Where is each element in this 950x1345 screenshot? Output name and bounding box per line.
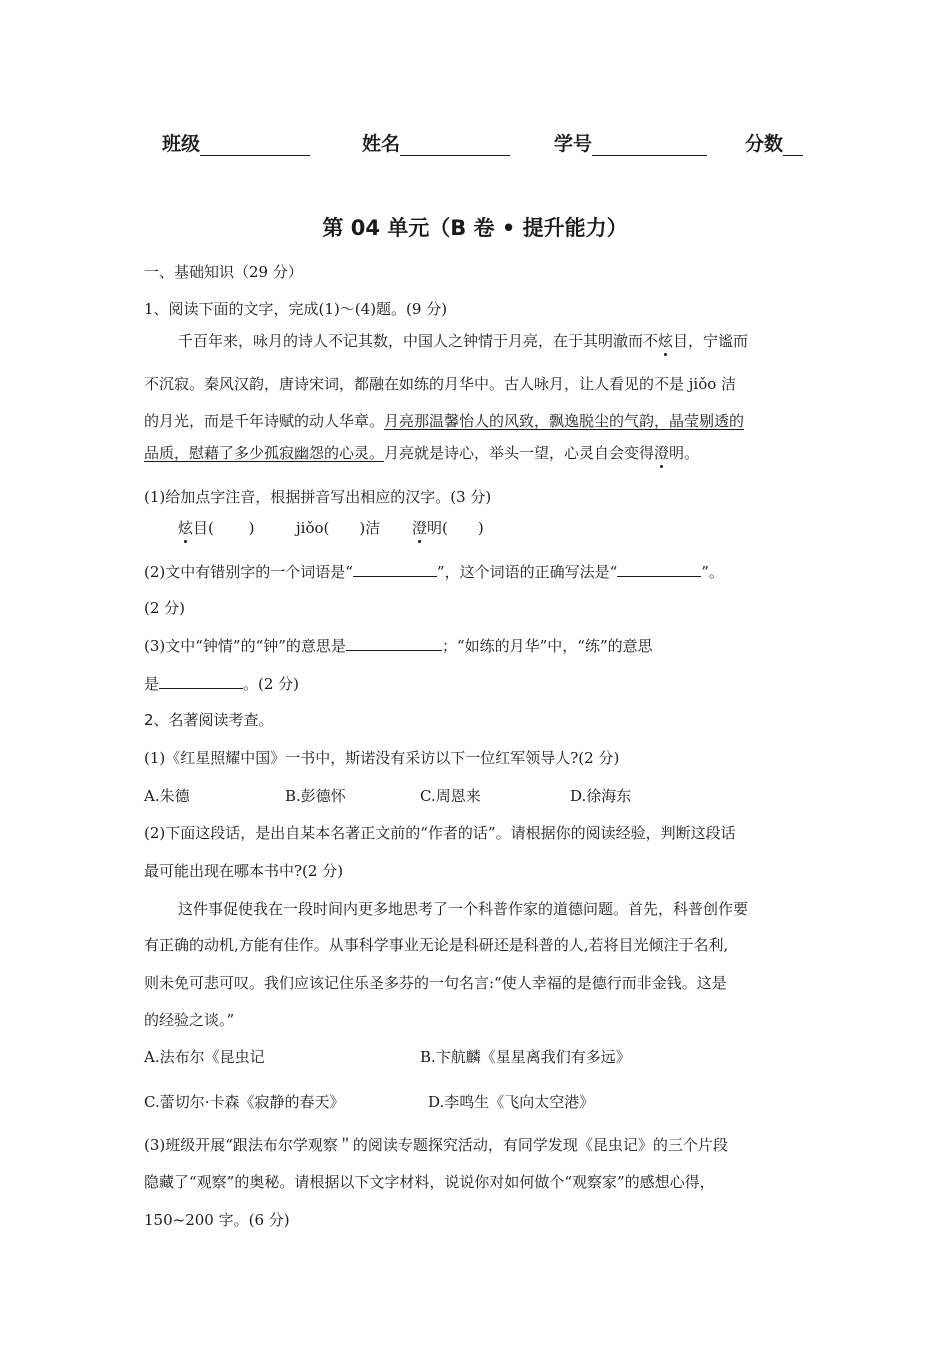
name-blank[interactable]: [400, 137, 510, 156]
question-text: 。(2 分): [243, 675, 300, 693]
quote-line-4: 的经验之谈。”: [144, 1011, 235, 1029]
passage-line-1: [178, 330, 748, 351]
question-text: (3)文中“钟情”的“钟”的意思是: [144, 637, 346, 655]
dotted-char: 澄: [412, 519, 428, 537]
question-1-sub-2: [144, 561, 724, 582]
underlined-text: 月亮那温馨怡人的风致，飘逸脱尘的气韵，晶莹剔透的: [384, 412, 745, 430]
score-label: 分数: [745, 133, 784, 155]
class-field[interactable]: [162, 129, 310, 156]
section-heading: 一、基础知识（29 分）: [144, 263, 303, 281]
question-text: (2)文中有错别字的一个词语是“: [144, 563, 353, 581]
question-text: ；“如练的月华”中，“练”的意思: [441, 637, 653, 655]
answer-blank[interactable]: [353, 562, 437, 577]
pinyin-answer[interactable]: 目( ): [193, 519, 255, 537]
answer-blank[interactable]: [346, 636, 442, 651]
passage-text: 目，宁谧而: [673, 332, 749, 350]
passage-text: 明。: [669, 444, 700, 462]
question-text: 是: [144, 675, 160, 693]
question-1-stem: 1、阅读下面的文字，完成(1)～(4)题。(9 分): [144, 300, 448, 318]
question-2-sub-3-line-1: (3)班级开展“跟法布尔学观察＂的阅读专题探究活动，有同学发现《昆虫记》的三个片段: [144, 1136, 728, 1154]
name-label: 姓名: [362, 133, 401, 155]
student-id-field[interactable]: [554, 129, 707, 156]
score-field[interactable]: [745, 129, 803, 156]
question-text: ”。: [701, 563, 724, 581]
quote-line-2: 有正确的动机,方能有佳作。从事科学事业无论是科研还是科普的人,若将目光倾注于名利,: [144, 936, 729, 954]
question-2-sub-3-line-2: 隐藏了“观察”的奥秘。请根据以下文字材料，说说你对如何做个“观察家”的感想心得，: [144, 1173, 715, 1191]
quote-line-1: 这件事促使我在一段时间内更多地思考了一个科普作家的道德问题。首先，科普创作要: [178, 900, 749, 918]
question-1-sub-3: [144, 635, 653, 656]
answer-blank[interactable]: [159, 674, 243, 689]
question-2-sub-3-line-3: 150~200 字。(6 分): [144, 1211, 290, 1229]
option-b[interactable]: B.彭德怀: [285, 787, 346, 805]
class-label: 班级: [162, 133, 201, 155]
passage-text: 月亮就是诗心，举头一望，心灵自会变得: [384, 444, 655, 462]
underlined-text: 品质，慰藉了多少孤寂幽怨的心灵。: [144, 444, 385, 462]
passage-line-2: 不沉寂。秦风汉韵，唐诗宋词，都融在如练的月华中。古人咏月，让人看见的不是 jiǒo 洁: [144, 375, 737, 393]
option-c[interactable]: C.蕾切尔·卡森《寂静的春天》: [144, 1093, 345, 1111]
passage-text: 的月光，而是千年诗赋的动人华章。: [144, 412, 385, 430]
answer-blank[interactable]: [617, 562, 701, 577]
option-d[interactable]: D.李鸣生《飞向太空港》: [428, 1093, 595, 1111]
dotted-char: 澄: [654, 444, 670, 462]
question-2-stem: 2、名著阅读考查。: [144, 711, 274, 729]
pinyin-item-2[interactable]: jiǒo( )洁: [296, 519, 381, 537]
score-blank[interactable]: [783, 137, 803, 156]
student-id-label: 学号: [554, 133, 593, 155]
dotted-char: 炫: [658, 332, 674, 350]
name-field[interactable]: [362, 129, 510, 156]
quote-line-3: 则未免可悲可叹。我们应该记住乐圣多芬的一句名言:“使人幸福的是德行而非金钱。这是: [144, 974, 727, 992]
question-2-sub-1: (1)《红星照耀中国》一书中，斯诺没有采访以下一位红军领导人?(2 分): [144, 749, 620, 767]
question-text: ”，这个词语的正确写法是“: [436, 563, 618, 581]
pinyin-item-3[interactable]: [412, 517, 484, 538]
question-2-sub-2-line-2: 最可能出现在哪本书中?(2 分): [144, 862, 344, 880]
question-2-sub-2-line-1: (2)下面这段话，是出自某本名著正文前的“作者的话”。请根据你的阅读经验，判断这段话: [144, 824, 736, 842]
page-title: 第 04 单元（B 卷 • 提升能力）: [322, 216, 628, 240]
pinyin-item-1[interactable]: [178, 517, 255, 538]
option-d[interactable]: D.徐海东: [570, 787, 632, 805]
class-blank[interactable]: [200, 137, 310, 156]
passage-line-3: [144, 410, 744, 431]
question-1-sub-3-cont: [144, 673, 299, 694]
option-b[interactable]: B.卞航麟《星星离我们有多远》: [420, 1048, 631, 1066]
passage-text: 千百年来，咏月的诗人不记其数，中国人之钟情于月亮，在于其明澈而不: [178, 332, 659, 350]
option-a[interactable]: A.朱德: [144, 787, 190, 805]
passage-line-4: [144, 442, 699, 463]
pinyin-answer[interactable]: 明( ): [427, 519, 484, 537]
option-c[interactable]: C.周恩来: [420, 787, 481, 805]
dotted-char: 炫: [178, 519, 194, 537]
student-id-blank[interactable]: [592, 137, 707, 156]
question-1-sub-1: (1)给加点字注音，根据拼音写出相应的汉字。(3 分): [144, 488, 492, 506]
option-a[interactable]: A.法布尔《昆虫记: [144, 1048, 265, 1066]
question-1-sub-2-score: (2 分): [144, 599, 186, 617]
